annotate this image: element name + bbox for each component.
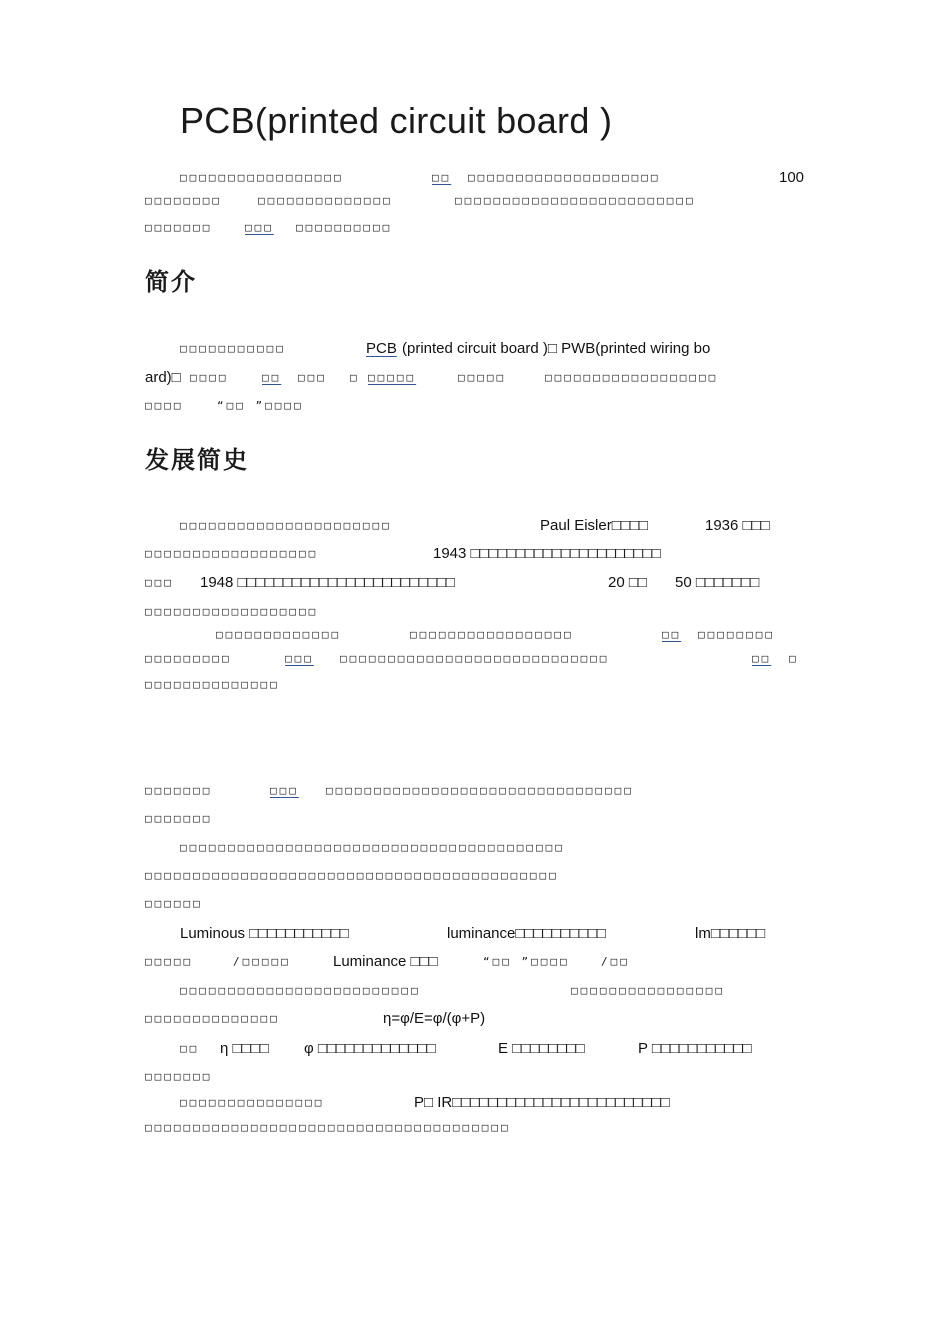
- text-segment: □□□□□□□□: [698, 628, 775, 641]
- text-line: [0, 780, 950, 802]
- text-segment: □□□□□□□□□□□□□□□□□□□□□□: [180, 519, 392, 532]
- hyperlink-text[interactable]: □□: [662, 628, 682, 641]
- text-segment: □□□□□□□□□□□□□□□□□□: [145, 547, 319, 560]
- hyperlink-text[interactable]: □□□□□: [368, 371, 417, 384]
- text-segment: □□□□□□□□□□□□□□□□□□□□□□□□□: [455, 194, 696, 207]
- heading-history: 发展简史: [145, 446, 249, 474]
- text-segment: ard)□: [145, 369, 181, 386]
- document-title: PCB(printed circuit board ): [180, 100, 613, 141]
- text-segment: □□□□: [190, 371, 229, 384]
- hyperlink-text[interactable]: □□□: [285, 652, 314, 665]
- text-line: [0, 980, 950, 1002]
- text-segment: □□□□□□□□□□□□□□□□: [571, 984, 725, 997]
- text-segment: /□□: [601, 955, 630, 968]
- text-line: [0, 395, 950, 417]
- text-segment: □□□□□□□□□□□□□□□□□: [180, 171, 344, 184]
- text-line: [0, 367, 950, 389]
- text-segment: Paul Eisler□□□□: [540, 517, 648, 534]
- hyperlink-text[interactable]: PCB: [366, 340, 397, 357]
- text-segment: □□: [180, 1042, 200, 1055]
- text-segment: (printed circuit board )□ PWB(printed wiring bo: [402, 340, 711, 357]
- text-segment: φ □□□□□□□□□□□□□: [304, 1040, 436, 1057]
- text-segment: □□□□□□□: [145, 1070, 213, 1083]
- text-segment: □□□□□□: [145, 897, 203, 910]
- text-line: [0, 624, 950, 646]
- text-line: [0, 1038, 950, 1060]
- text-segment: lm□□□□□□: [695, 925, 766, 942]
- text-segment: Luminous □□□□□□□□□□□: [180, 925, 349, 942]
- text-line: [0, 923, 950, 945]
- text-line: [0, 338, 950, 360]
- hyperlink-text[interactable]: □□: [262, 371, 282, 384]
- text-segment: □□□□□□□□□□□□□□: [145, 678, 280, 691]
- text-line: [0, 893, 950, 915]
- text-line: [0, 1008, 950, 1030]
- text-segment: 50 □□□□□□□: [675, 574, 760, 591]
- text-line: [0, 674, 950, 696]
- hyperlink-text[interactable]: □□: [752, 652, 772, 665]
- text-segment: □□□□□□□□□□□□□□: [258, 194, 393, 207]
- text-segment: □□□□□□□□□□□□□□□□□: [410, 628, 574, 641]
- text-segment: P□ IR□□□□□□□□□□□□□□□□□□□□□□□□: [414, 1094, 670, 1111]
- text-segment: 100: [779, 169, 805, 186]
- text-line: [0, 865, 950, 887]
- text-segment: □□□□□□□□□□: [296, 221, 393, 234]
- text-segment: □: [789, 652, 799, 665]
- text-segment: □□□□□□□□□□□□□□□□□□□□□□□□□□□□□□□□: [326, 784, 634, 797]
- text-line: [0, 648, 950, 670]
- text-segment: □□□□□□□: [145, 812, 213, 825]
- text-segment: /□□□□□: [233, 955, 291, 968]
- text-segment: “□□ ”□□□□: [483, 955, 570, 968]
- text-segment: □□□□□□□□□□□: [180, 342, 286, 355]
- text-segment: □□□: [145, 576, 174, 589]
- text-segment: 1948 □□□□□□□□□□□□□□□□□□□□□□□□: [200, 574, 455, 591]
- text-segment: □□□□□□□□□□□□□□□□□□□□□□□□□□□□□□□□□□□□□□□□□□□: [145, 869, 559, 882]
- hyperlink-text[interactable]: □□□: [245, 221, 274, 234]
- text-line: [0, 572, 950, 594]
- text-line: [0, 1092, 950, 1114]
- text-segment: η=φ/E=φ/(φ+P): [383, 1010, 486, 1027]
- text-line: [0, 1117, 950, 1139]
- text-segment: 20 □□: [608, 574, 647, 591]
- text-segment: □□□□□□□: [145, 784, 213, 797]
- text-line: [0, 808, 950, 830]
- text-segment: □□□□□□□□□□□□□□□□□□□□□□□□□: [180, 984, 421, 997]
- text-segment: 1943 □□□□□□□□□□□□□□□□□□□□□: [433, 545, 661, 562]
- text-segment: E □□□□□□□□: [498, 1040, 585, 1057]
- text-segment: □□□□□□□□□□□□□□: [145, 1012, 280, 1025]
- text-segment: □□□□□□□□□□□□□□□□□□: [545, 371, 719, 384]
- text-line: [0, 543, 950, 565]
- text-segment: □□□□□□□□□□□□□□□□□□: [145, 605, 319, 618]
- text-segment: □□□□□: [458, 371, 507, 384]
- text-segment: □□□□□□□□□□□□□□□□□□□□□□□□□□□□□□□□□□□□□□: [145, 1121, 511, 1134]
- text-segment: □□□□□: [145, 955, 194, 968]
- text-line: [0, 167, 950, 189]
- text-segment: □□□: [298, 371, 327, 384]
- text-segment: □□□□□□□□□□□□□: [216, 628, 342, 641]
- text-line: [0, 951, 950, 973]
- text-line: [0, 217, 950, 239]
- text-segment: η □□□□: [220, 1040, 269, 1057]
- text-segment: □□□□□□□□□: [145, 652, 232, 665]
- text-line: [0, 515, 950, 537]
- text-segment: □□□□□□□□□□□□□□□: [180, 1096, 325, 1109]
- text-segment: P □□□□□□□□□□□: [638, 1040, 752, 1057]
- hyperlink-text[interactable]: □□□: [270, 784, 299, 797]
- text-segment: □□□□□□□□□□□□□□□□□□□□□□□□□□□□: [340, 652, 610, 665]
- heading-intro: 简介: [145, 268, 197, 296]
- text-line: [0, 837, 950, 859]
- text-segment: □□□□: [145, 399, 184, 412]
- text-segment: □: [350, 371, 360, 384]
- text-line: [0, 1066, 950, 1088]
- text-segment: Luminance □□□: [333, 953, 438, 970]
- text-segment: □□□□□□□□: [145, 194, 222, 207]
- text-segment: □□□□□□□: [145, 221, 213, 234]
- text-segment: “□□ ”□□□□: [217, 399, 304, 412]
- text-line: [0, 190, 950, 212]
- text-segment: □□□□□□□□□□□□□□□□□□□□: [468, 171, 661, 184]
- text-segment: 1936 □□□: [705, 517, 770, 534]
- text-line: [0, 601, 950, 623]
- text-segment: □□□□□□□□□□□□□□□□□□□□□□□□□□□□□□□□□□□□□□□□: [180, 841, 565, 854]
- hyperlink-text[interactable]: □□: [432, 171, 452, 184]
- text-segment: luminance□□□□□□□□□□: [447, 925, 606, 942]
